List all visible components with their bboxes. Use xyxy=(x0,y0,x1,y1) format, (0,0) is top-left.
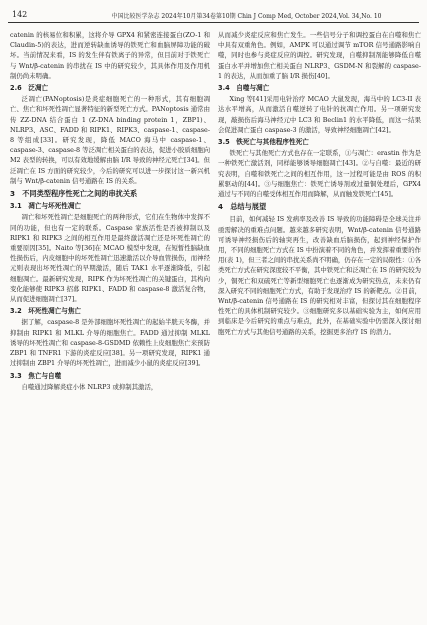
paragraph: 自噬通过降解炎症小体 NLRP3 或抑制其激活， xyxy=(21,382,158,391)
page-number: 142 xyxy=(12,10,28,19)
section-heading-3-3: 3.3 焦亡与自噬 xyxy=(10,371,62,380)
paragraph: 凋亡和坏死性凋亡是细胞死亡的两种形式，它们在生物体中发挥不同的功能，但也有一定的联系。Caspase 家族活性是否被抑制以及 RIPK1 和 RIPK3 之间的相互作用是最终激活凋亡还是坏死性凋亡的重要原因[35]。Naito 等[36]在 MCAO 模型中发现，在短暂性脑缺血性损伤后，内皮细胞中的坏死性凋亡迅速激活以介导血管损伤，而神经元则表现出坏死性凋亡的早期激活，随后 TAK1 水平逐渐降低，引起细胞凋亡。最新研究发现，RIPK 作为坏死性凋亡的关键蛋白，其构向变化能够使 RIPK3 招募 RIPK1、FADD 和 caspase-8 激活复合物，从而促进细胞凋亡[37]。 xyxy=(10,213,210,304)
section-heading-3-4: 3.4 自噬与凋亡 xyxy=(218,84,270,93)
left-column xyxy=(10,30,210,392)
section-heading-3-1: 3.1 凋亡与坏死性凋亡 xyxy=(10,202,82,211)
section-heading-3-5: 3.5 铁死亡与其他程序性死亡 xyxy=(218,138,309,147)
paragraph: 据了解，caspase-8 是外部细胞坏死性凋亡的起始半胱天冬酶，并抑制由 RIPK1 和 MLKL 介导的细胞焦亡。FADD 通过抑制 MLKL 诱导的坏死性凋亡和 caspase-8-GSDMD 依赖性上皮细胞焦亡来预防 ZBP1 和 TNFR1 下游的炎症反应[38]。另一项研究发现，RIPK1 通过抑制由 ZBP1 介导的坏死性凋亡，进而减少小鼠的炎症反应[39]。 xyxy=(10,318,210,368)
paragraph: Xing 等[41]采用电针治疗 MCAO 大鼠发现，海马中的 LC3-II 表达水平增高，从而激活自噬逆转了电针的抗凋亡作用。另一项研究发现，敲损伤后海马神经元中 LC3 和 Beclin1 的水平降低，而这一结果会促进凋亡蛋白 caspase-3 的激活，导致神经细胞凋亡[42]。 xyxy=(218,95,421,134)
running-header xyxy=(8,8,419,23)
section-heading-2-6: 2.6 泛凋亡 xyxy=(10,84,49,93)
paragraph: 目前，如何减轻 IS 发病率及改善 IS 导致的功能障碍是全球关注并亟需解决的重难点问题。越来越多研究表明，Wnt/β-catenin 信号通路可诱导神经损伤后的轴突再生，改善缺血后脑损伤，起到神经保护作用，不同的细胞死亡方式在 IS 中扮演着不同的角色，并发挥着重要的作用(表 1)，但三者之间的串扰关系尚不明确，仍存在一定的局限性：①各类死亡方式在研究深度较不平衡，其中铁死亡和泛凋亡在 IS 的研究较为少，铜死亡和双硫死亡等新型细胞死亡也逐渐成为研究热点，未来仍有深入研究不同的细胞死亡方式，有助于发现治疗 IS 的新靶点。②目前，Wnt/β-catenin 信号通路在 IS 的研究相对丰富，但探讨其在细胞程序性死亡的具体机制研究较少。③细胞研究多以基础实验为主，如何应用到临床是今后研究的重点与难点，此外，在基础实验中仍需深入探讨细胞死亡方式与其他信号通路的关系，挖掘更多治疗 IS 的潜力。 xyxy=(218,215,421,336)
paragraph: 铁死亡与其他死亡方式也存在一定联系，①与凋亡：erastin 作为是一种铁死亡激活剂，同样能够诱导细胞凋亡[43]。②与自噬：最近的研究表明，自噬和铁死亡之间的相互作用，这一过程可能是由 ROS 的积累驱动的[44]。③与细胞焦亡：铁死亡诱导剂或过量铜处理后，GPX4 通过与不同的自噬受体相互作用而降解，从而触发铁死亡[45]。 xyxy=(218,149,421,199)
section-heading-3-2: 3.2 坏死性凋亡与焦亡 xyxy=(10,307,82,316)
paragraph: 泛凋亡(PANoptosis)是炎症细胞死亡的一种形式，其有细胞凋亡、焦亡和坏死性凋亡显著特征的新型死亡方式。PANoptosis 通常由传 ZZ-DNA 结合蛋白 1 (Z-DNA binding protein 1，ZBP1)、NLRP3、ASC、FADD 和 RIPK1、RIPK3、caspase-1、caspase-8 等组成[33]。研究发现，降低 MACO 海马中 caspase-1、caspase-3、caspase-8 等泛凋亡相关蛋白的表达，促进小胶质细胞向 M2 表型的转换，可以有效地缓解由脑 I/R 导致的神经元死亡[34]。但泛凋亡在 IS 方面的研究较少，今后的研究可以进一步探讨这一新兴机制与 Wnt/β-catenin 信号通路在 IS 的关系。 xyxy=(10,95,210,185)
right-column xyxy=(218,30,421,337)
journal-citation: 中国比较医学杂志 2024年10月第34卷第10期 Chin J Comp Med, October 2024,Vol. 34,No. 10 xyxy=(111,13,382,20)
paragraph: catenin 的核易位和积累，这将介导 GPX4 和紧密连接蛋白(ZO-1 和 Claudin-5)的表达，进而逆转缺血诱导的铁死亡和血脑屏障功能的破坏。当前情况来看，IS 的发生伴有铁离子的异常，但目前对于铁死亡与 Wnt/β-catenin 的串扰在 IS 中的研究较少，其具体作用及作用机制仍尚未明确。 xyxy=(10,31,210,80)
paragraph: 从而减少炎症反应和焦亡发生。一些信号分子和调控蛋白在自噬和焦亡中具有双重角色。例如，AMPK 可以通过调节 mTOR 信号通路影响自噬，同时也参与炎症反应的调控。研究发现，自噬抑制剂能够降低自噬蛋白水平并增加焦亡相关蛋白 NLRP3、GSDM-N 和裂解的 caspase-1 的表达，从而加重了脑 I/R 损伤[40]。 xyxy=(218,31,421,80)
section-heading-4: 4 总结与展望 xyxy=(218,202,267,212)
section-heading-3: 3 不同类型程序性死亡之间的串扰关系 xyxy=(10,189,138,199)
